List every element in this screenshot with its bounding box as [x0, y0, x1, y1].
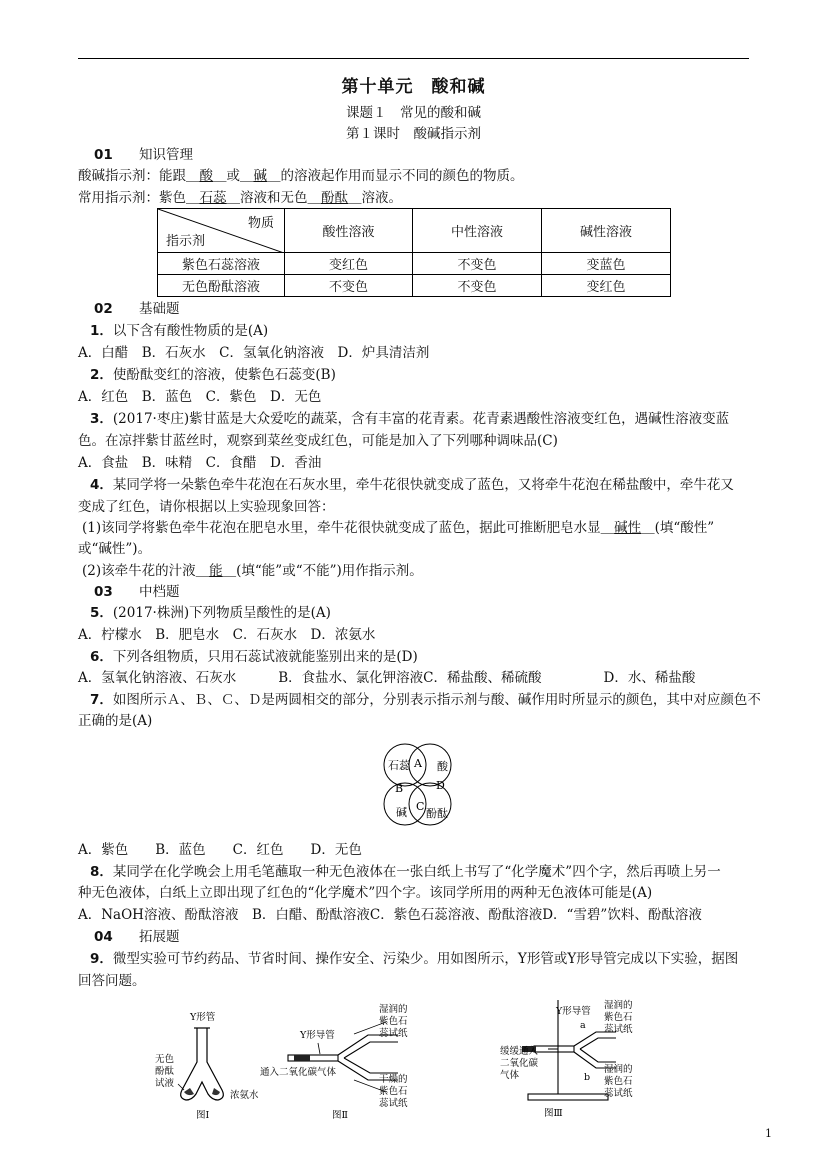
figure-2-y-conduit [258, 1000, 418, 1122]
venn-diagram [382, 742, 472, 830]
answer-blank: 能 [209, 563, 223, 579]
fig2-caption: 图Ⅱ [332, 1110, 348, 1121]
svg-text:缓缓通入: 缓缓通入 [500, 1046, 539, 1057]
fig1-label-tube: Y形管 [190, 1012, 216, 1023]
section-heading-2: 02 基础题 [94, 301, 180, 317]
question-4-sub-1-cont: 或“碱性”)。 [78, 541, 152, 557]
column-header: 中性溶液 [413, 209, 542, 253]
row-label: 无色酚酞溶液 [158, 275, 285, 297]
question-4: 4．某同学将一朵紫色牵牛花泡在石灰水里，牵牛花很快就变成了蓝色，又将牵牛花泡在稀盐酸中，牵牛花又 [90, 477, 734, 493]
fig3-label-b: b [584, 1072, 591, 1083]
svg-text:蕊试纸: 蕊试纸 [604, 1088, 633, 1099]
fig1-label-ammonia: 浓氨水 [230, 1090, 259, 1101]
table-cell: 变红色 [285, 253, 413, 275]
venn-label-base: 碱 [396, 806, 407, 819]
fig3-caption: 图Ⅲ [544, 1108, 563, 1119]
question-8-options: A．NaOH溶液、酚酞溶液 B．白醋、酚酞溶液C．紫色石蕊溶液、酚酞溶液D．“雪碧”饮料、酚酞溶液 [78, 907, 702, 923]
table-row [158, 253, 671, 275]
period-title: 第１课时 酸碱指示剂 [346, 126, 481, 142]
question-7: 7．如图所示Ａ、Ｂ、Ｃ、Ｄ是两圆相交的部分，分别表示指示剂与酸、碱作用时所显示的颜色，其中对应颜色不 [90, 692, 761, 708]
table-corner-cell [158, 209, 285, 253]
page-number: 1 [765, 1127, 772, 1140]
svg-text:气体: 气体 [500, 1070, 520, 1081]
section-heading-3: 03 中档题 [94, 584, 180, 600]
column-header: 碱性溶液 [542, 209, 671, 253]
question-1: 1．以下含有酸性物质的是(A) [90, 323, 269, 339]
question-5: 5．(2017·株洲)下列物质呈酸性的是(A) [90, 605, 331, 621]
page-title: 第十单元 酸和碱 [341, 77, 486, 97]
section-number: 01 [94, 147, 113, 163]
table-cell: 变蓝色 [542, 253, 671, 275]
section-heading-1 [78, 146, 193, 164]
section-heading-4: 04 拓展题 [94, 929, 180, 945]
answer-blank: 酸 [199, 168, 213, 184]
question-4-sub-1: (1)该同学将紫色牵牛花泡在肥皂水里，牵牛花很快就变成了蓝色，据此可推断肥皂水显＿碱性＿(填“酸性” [82, 520, 715, 536]
svg-text:紫色石: 紫色石 [604, 1012, 633, 1023]
svg-text:二氧化碳: 二氧化碳 [500, 1058, 539, 1069]
column-header: 酸性溶液 [285, 209, 413, 253]
question-3-line-2: 色。在凉拌紫甘蓝丝时，观察到菜丝变成红色，可能是加入了下列哪种调味品(C) [78, 433, 558, 449]
question-8-line-2: 种无色液体，白纸上立即出现了红色的“化学魔术”四个字。该同学所用的两种无色液体可能是(A) [78, 885, 653, 901]
svg-text:酚酞: 酚酞 [155, 1066, 175, 1077]
table-cell: 不变色 [413, 275, 542, 297]
answer-blank: 碱 [253, 168, 267, 184]
question-5-options: A．柠檬水 B．肥皂水 C．石灰水 D．浓氨水 [78, 627, 376, 643]
corner-label-top: 物质 [247, 216, 274, 231]
venn-region-b: B [395, 782, 404, 795]
answer-blank: 碱性 [614, 520, 642, 536]
knowledge-line-2: 常用指示剂：紫色＿石蕊＿溶液和无色＿酚酞＿溶液。 [78, 190, 402, 206]
svg-text:干燥的: 干燥的 [379, 1074, 408, 1085]
answer-blank: 酚酞 [321, 190, 348, 206]
svg-text:紫色石: 紫色石 [379, 1086, 408, 1097]
knowledge-line-1: 酸碱指示剂：能跟＿酸＿或＿碱＿的溶液起作用而显示不同的颜色的物质。 [78, 168, 524, 184]
table-cell: 变红色 [542, 275, 671, 297]
svg-text:蕊试纸: 蕊试纸 [379, 1028, 408, 1039]
venn-label-acid: 酸 [437, 760, 448, 773]
svg-text:蕊试纸: 蕊试纸 [379, 1098, 408, 1109]
question-4-sub-2: (2)该牵牛花的汁液＿能＿(填“能”或“不能”)用作指示剂。 [82, 563, 423, 579]
table-row [158, 275, 671, 297]
fig3-label-a: a [580, 1020, 586, 1031]
venn-label-litmus: 石蕊 [388, 759, 410, 772]
venn-region-d: D [436, 779, 445, 792]
question-6-options: A．氢氧化钠溶液、石灰水 B．食盐水、氯化钾溶液C．稀盐酸、稀硫酸 D．水、稀盐酸 [78, 670, 696, 686]
question-9-line-2: 回答问题。 [78, 973, 146, 989]
row-label: 紫色石蕊溶液 [158, 253, 285, 275]
question-2: 2．使酚酞变红的溶液，使紫色石蕊变(B) [90, 367, 336, 383]
answer-blank: 石蕊 [199, 190, 227, 206]
venn-label-phenolphthalein: 酚酞 [426, 807, 448, 820]
venn-region-a: A [414, 757, 422, 770]
fig1-caption: 图Ⅰ [196, 1110, 210, 1121]
question-3: 3．(2017·枣庄)紫甘蓝是大众爱吃的蔬菜，含有丰富的花青素。花青素遇酸性溶液变红色，遇碱性溶液变蓝 [90, 411, 730, 427]
question-7-line-2: 正确的是(A) [78, 713, 153, 729]
svg-text:湿润的: 湿润的 [379, 1004, 408, 1015]
fig2-label-co2: 通入二氧化碳气体 [260, 1067, 337, 1078]
question-1-options: A．白醋 B．石灰水 C．氢氧化钠溶液 D．炉具清洁剂 [78, 345, 430, 361]
question-6: 6．下列各组物质，只用石蕊试液就能鉴别出来的是(D) [90, 649, 418, 665]
figure-1-y-tube [150, 1000, 270, 1122]
section-name: 知识管理 [139, 147, 193, 163]
indicator-table [157, 208, 671, 297]
table-cell: 不变色 [413, 253, 542, 275]
fig2-label-tube: Y形导管 [300, 1030, 335, 1041]
question-3-options: A．食盐 B．味精 C．食醋 D．香油 [78, 455, 322, 471]
svg-text:紫色石: 紫色石 [604, 1076, 633, 1087]
question-4-line-2: 变成了红色，请你根据以上实验现象回答： [78, 499, 335, 515]
svg-text:蕊试纸: 蕊试纸 [604, 1024, 633, 1035]
corner-label-bottom: 指示剂 [166, 234, 206, 249]
question-8: 8．某同学在化学晚会上用毛笔蘸取一种无色液体在一张白纸上书写了“化学魔术”四个字，然后再喷上另一 [90, 864, 721, 880]
lesson-title: 课题１ 常见的酸和碱 [346, 105, 481, 121]
venn-region-c: C [416, 800, 425, 813]
svg-text:试液: 试液 [155, 1078, 175, 1089]
question-9: 9．微型实验可节约药品、节省时间、操作安全、污染少。用如图所示，Y形管或Y形导管完成以下实验，据图 [90, 951, 739, 967]
header-rule [78, 58, 749, 59]
figure-3-stand [500, 994, 650, 1122]
question-2-options: A．红色 B．蓝色 C．紫色 D．无色 [78, 389, 322, 405]
table-cell: 不变色 [285, 275, 413, 297]
svg-text:湿润的: 湿润的 [604, 1000, 633, 1011]
question-7-options: A．紫色 B．蓝色 C．红色 D．无色 [78, 842, 362, 858]
fig3-label-tube: Y形导管 [556, 1006, 591, 1017]
svg-text:湿润的: 湿润的 [604, 1064, 633, 1075]
svg-text:紫色石: 紫色石 [379, 1016, 408, 1027]
svg-text:无色: 无色 [155, 1054, 175, 1065]
